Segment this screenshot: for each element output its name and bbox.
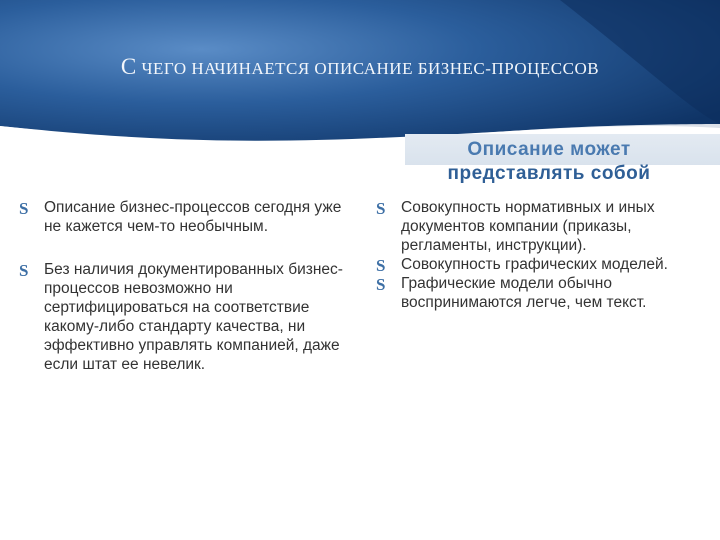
list-item [376, 274, 716, 312]
bullet-text: Графические модели обычно воспринимаются легче, чем текст. [401, 275, 647, 311]
subheading-line-2: представлять собой [447, 163, 651, 184]
bullet-icon: S [19, 261, 29, 280]
list-item [376, 198, 716, 255]
bullet-text: Совокупность графических моделей. [401, 256, 668, 273]
left-bullet-list [19, 198, 354, 374]
bullet-icon: S [376, 275, 386, 294]
bullet-text: Описание бизнес-процессов сегодня уже не кажется чем-то необычным. [44, 199, 342, 235]
bullet-icon: S [19, 199, 29, 218]
slide-title [0, 54, 720, 80]
subheading-line-1: Описание может [467, 139, 631, 160]
bullet-icon: S [376, 256, 386, 275]
list-item [19, 198, 354, 236]
subheading [418, 138, 680, 186]
bullet-text: Без наличия документированных бизнес-процессов невозможно ни сертифицироваться на соответствие какому-либо стандарту качества, ни эффективно управлять компанией, даже если штат ее невелик. [44, 261, 343, 373]
list-item [19, 260, 354, 374]
title-first-letter: С [120, 54, 137, 79]
title-text: ЧЕГО НАЧИНАЕТСЯ ОПИСАНИЕ БИЗНЕС-ПРОЦЕССОВ [136, 59, 600, 78]
bullet-icon: S [376, 199, 386, 218]
list-item [376, 255, 716, 274]
right-bullet-list [376, 198, 716, 312]
bullet-text: Совокупность нормативных и иных документов компании (приказы, регламенты, инструкции). [401, 199, 655, 254]
